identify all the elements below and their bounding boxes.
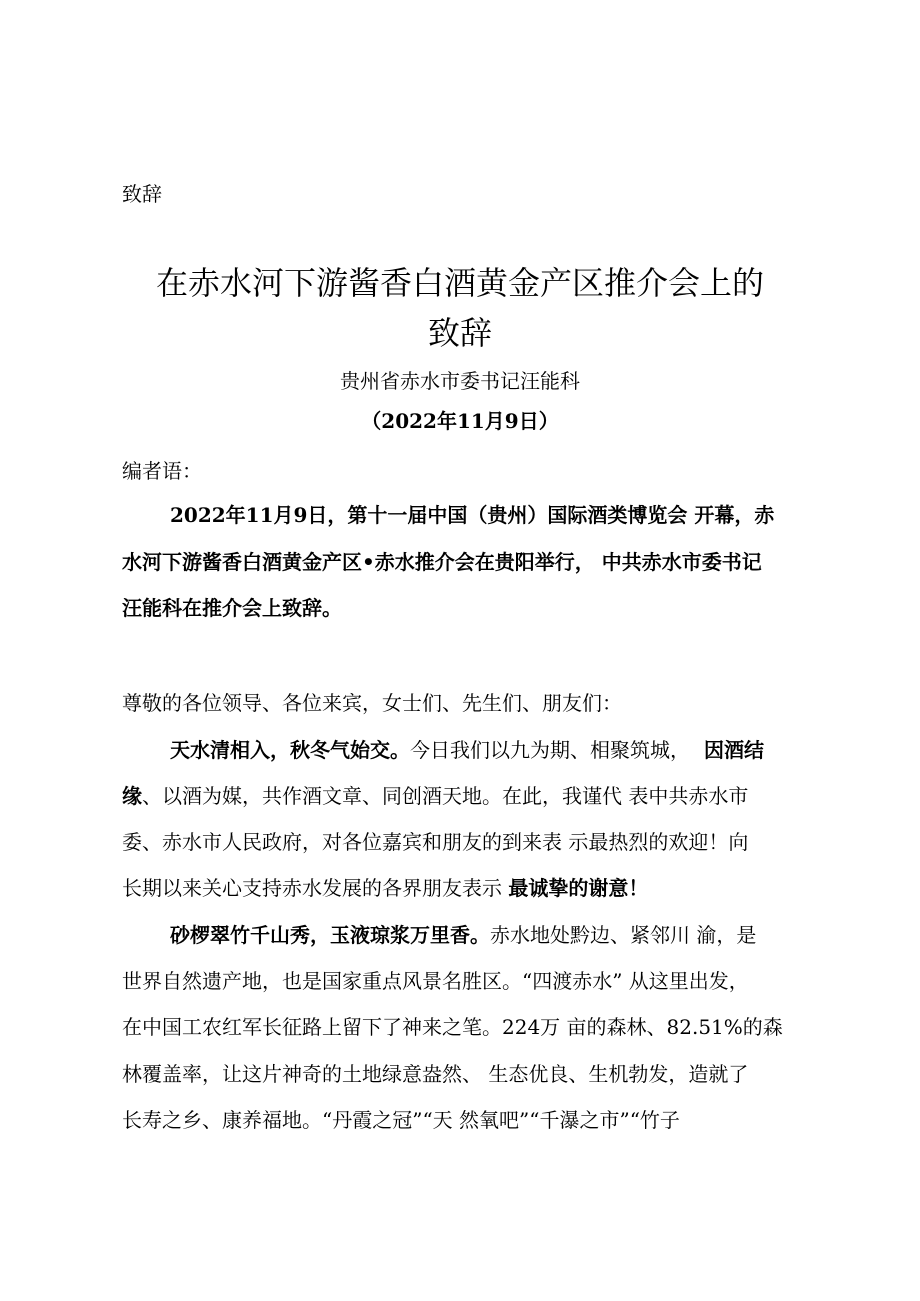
body-text: 赤水地处黔边、紧邻川 渝，是 [490,923,757,947]
emphasis-text: 砂椤翠竹千山秀，玉液琼浆万里香。 [170,923,490,947]
editor-note-line: 水河下游酱香白酒黄金产区•赤水推介会在贵阳举行， 中共赤水市委书记 [122,550,762,574]
header-label: 致辞 [122,182,162,206]
editor-note-line: 汪能科在推介会上致辞。 [122,596,342,620]
paragraph-2-line-5: 长寿之乡、康养福地。“丹霞之冠”“天 然氧吧”“千瀑之市”“竹子 [122,1108,680,1132]
paragraph-2-line-3: 在中国工农红军长征路上留下了神来之笔。224万 亩的森林、82.51%的森 [122,1015,783,1039]
paragraph-2-line-1 [170,925,756,945]
editor-note-line: 2022年11月9日，第十一届中国（贵州）国际酒类博览会 开幕，赤 [170,503,775,527]
paragraph-1-line-4 [122,878,648,898]
body-text: 今日我们以九为期、相聚筑城， [410,738,690,762]
emphasis-text: 最诚挚的谢意！ [508,876,649,900]
salutation: 尊敬的各位领导、各位来宾，女士们、先生们、朋友们： [122,691,622,715]
paragraph-1-line-2 [122,786,748,806]
paragraph-1-line-3: 委、赤水市人民政府，对各位嘉宾和朋友的到来表 示最热烈的欢迎！向 [122,830,749,854]
body-text: 长期以来关心支持赤水发展的各界朋友表示 [122,876,509,900]
paragraph-2-line-4: 林覆盖率，让这片神奇的土地绿意盎然、 生态优良、生机勃发，造就了 [122,1062,749,1086]
speech-date: （2022年11月9日） [361,409,559,433]
emphasis-text: 缘 [122,784,142,808]
emphasis-text: 天水清相入，秋冬气始交。 [170,738,410,762]
paragraph-1-line-1 [170,740,764,760]
document-title-line-1: 在赤水河下游酱香白酒黄金产区推介会上的 [155,264,764,302]
emphasis-text: 因酒结 [704,738,764,762]
paragraph-2-line-2: 世界自然遗产地，也是国家重点风景名胜区。“四渡赤水” 从这里出发， [122,969,749,993]
body-text: 、以酒为媒，共作酒文章、同创酒天地。在此，我谨代 表中共赤水市 [142,784,749,808]
editor-note-label: 编者语： [122,459,202,483]
author-byline: 贵州省赤水市委书记汪能科 [340,369,580,393]
document-title-line-2: 致辞 [427,314,492,352]
